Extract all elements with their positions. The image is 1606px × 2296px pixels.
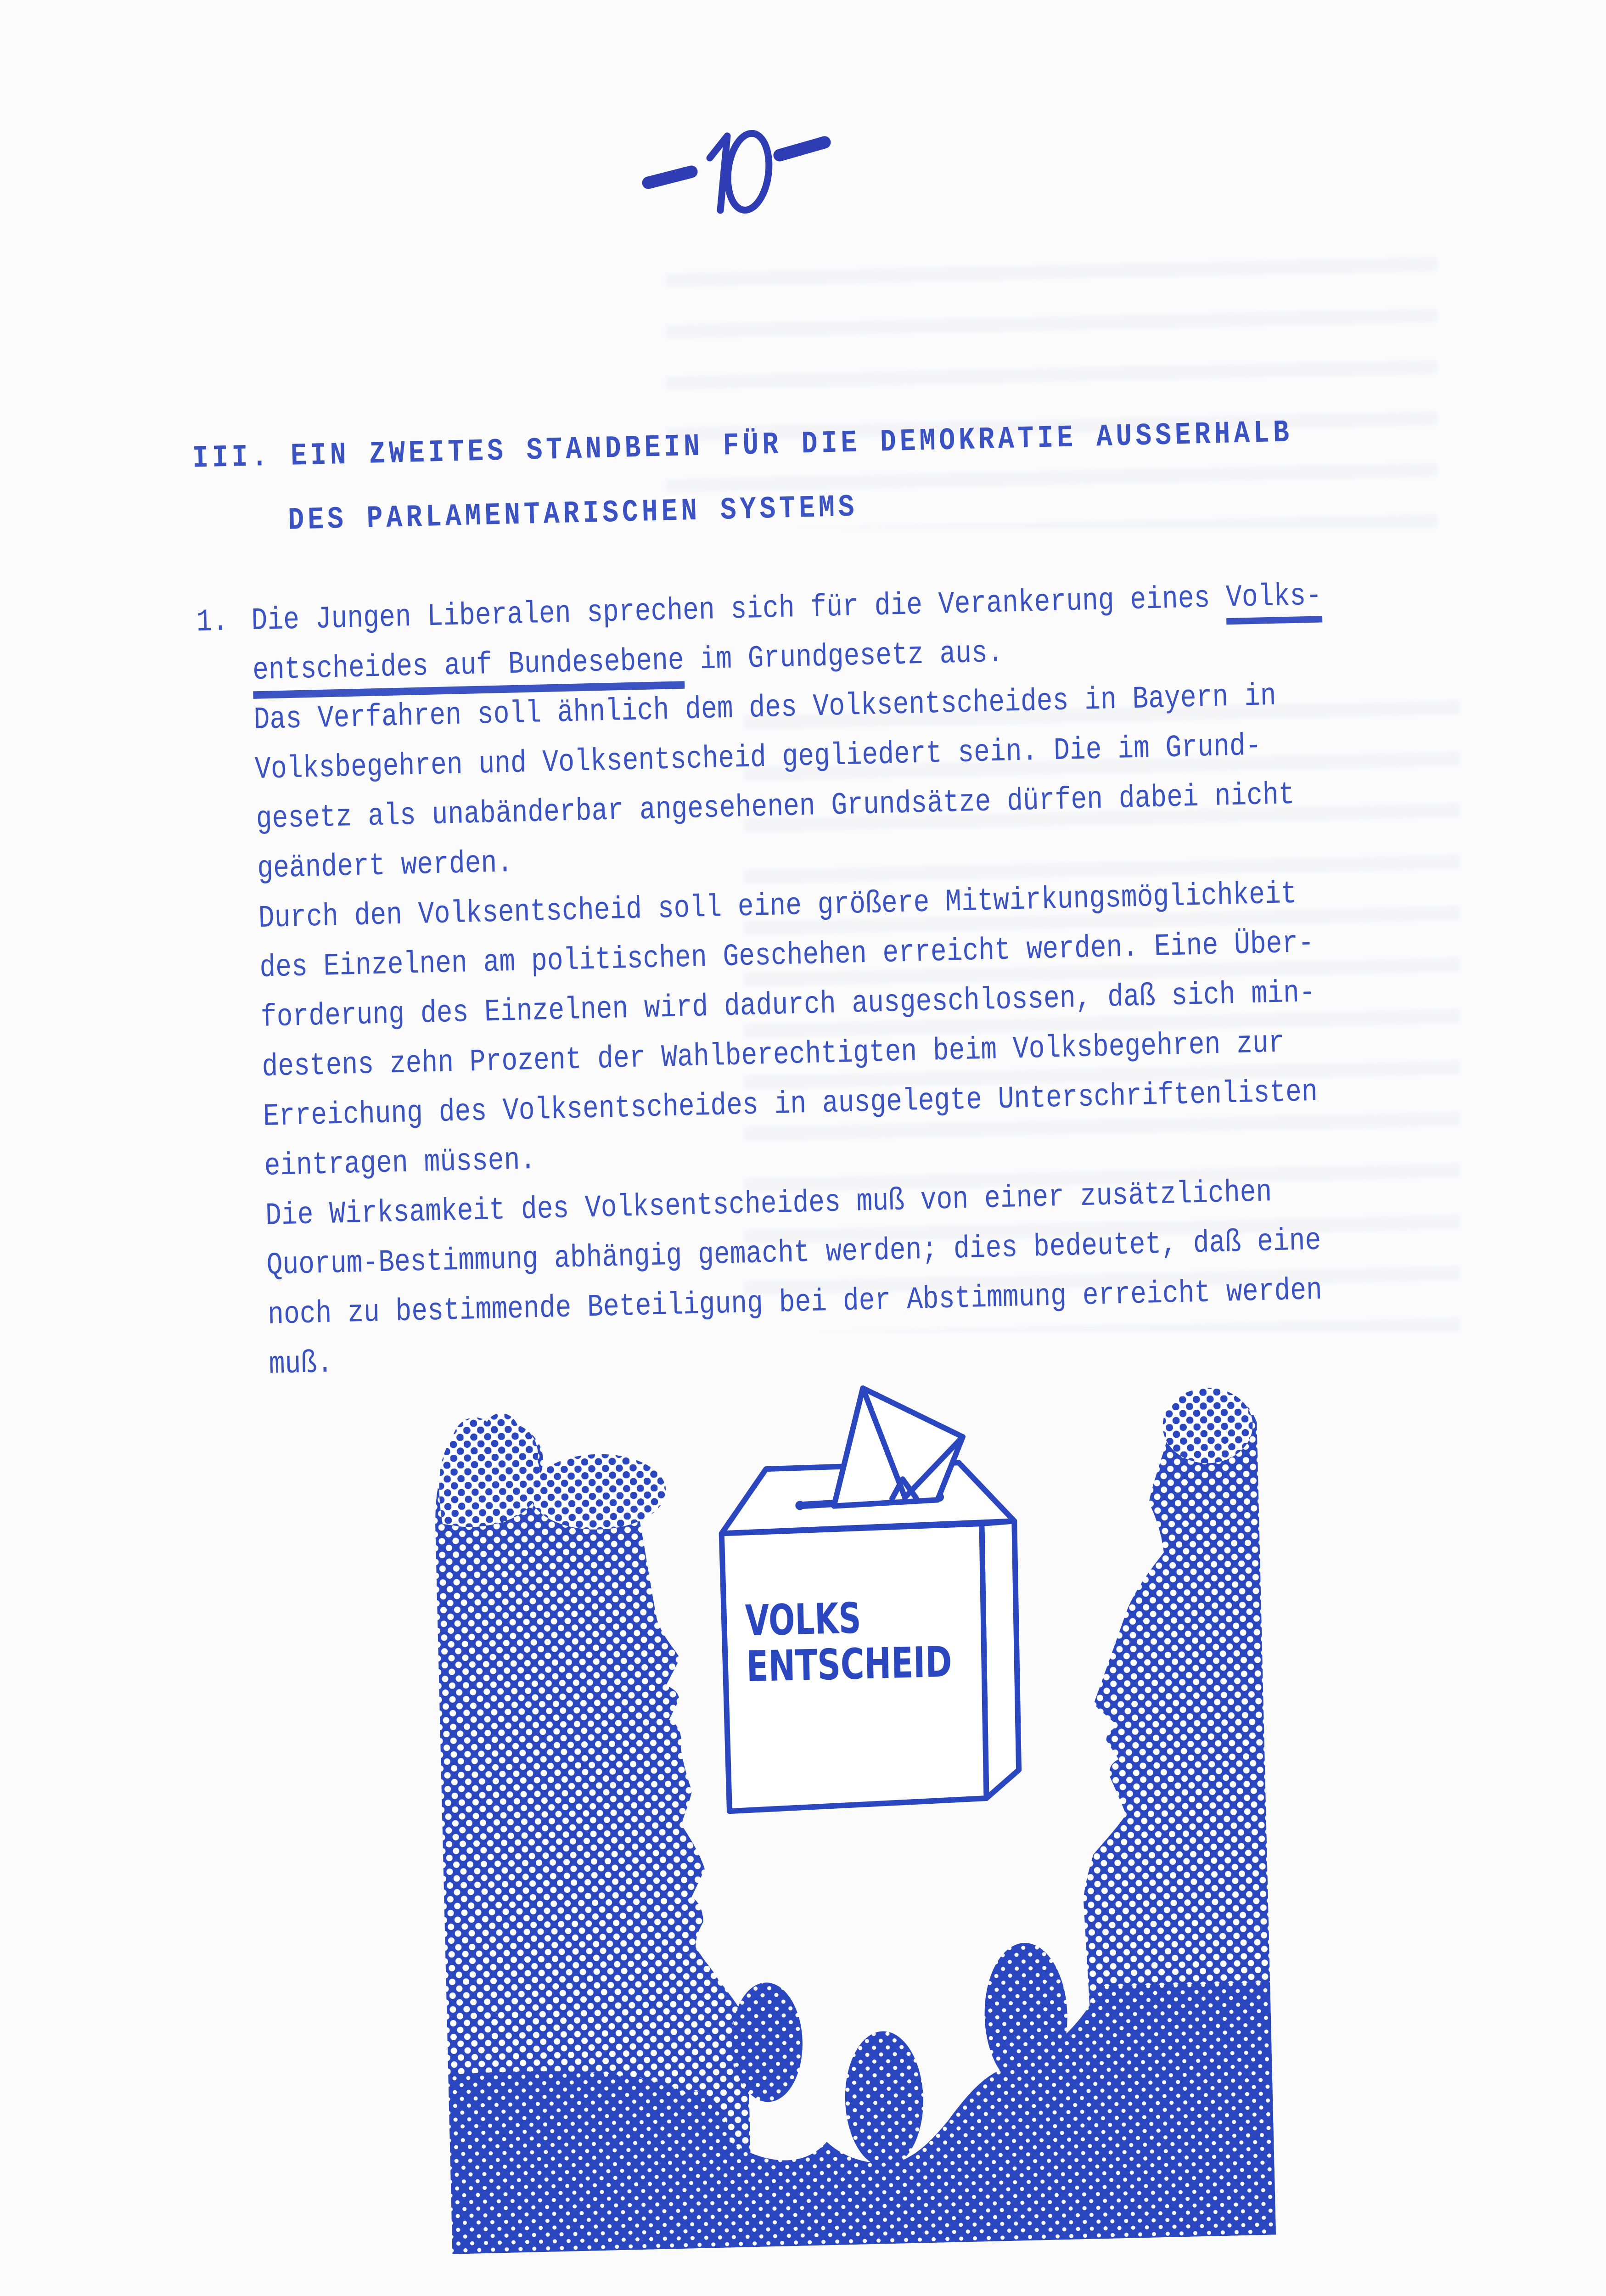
text-line: Quorum-Bestimmung abhängig gemacht werden; dies bedeutet, daß eine <box>266 1223 1322 1284</box>
section-heading-line-2: DES PARLAMENTARISCHEN SYSTEMS <box>287 490 859 539</box>
text-line: Durch den Volksentscheid soll eine größere Mitwirkungsmöglichkeit <box>258 877 1297 937</box>
text-segment: Die Jungen Liberalen sprechen sich für die Verankerung eines <box>251 580 1227 639</box>
text-line: des Einzelnen am politischen Geschehen erreicht werden. Eine Über- <box>259 926 1314 986</box>
underlined-text-volks: Volks- <box>1225 579 1322 625</box>
text-line: Die Wirksamkeit des Volksentscheides muß von einer zusätzlichen <box>265 1175 1273 1234</box>
ballot-box-label-line-1: VOLKS <box>744 1593 904 1646</box>
text-line: muß. <box>268 1346 333 1383</box>
list-item-number: 1. <box>196 604 245 641</box>
underlined-text-bundesebene: entscheides auf Bundesebene <box>252 643 685 699</box>
ballot-box-crowd-illustration <box>421 1367 1300 2255</box>
ballot-envelope <box>831 1386 964 1506</box>
text-line: noch zu bestimmende Beteiligung bei der Abstimmung erreicht werden <box>267 1273 1323 1334</box>
ballot-box-label-line-2: ENTSCHEID <box>746 1636 1016 1692</box>
text-line: Erreichung des Volksentscheides in ausgelegte Unterschriftenlisten <box>263 1075 1318 1135</box>
text-line: eintragen müssen. <box>264 1142 537 1185</box>
section-heading-line-1: III. EIN ZWEITES STANDBEIN FÜR DIE DEMOKRATIE AUSSERHALB <box>192 415 1293 477</box>
text-line: gesetz als unabänderbar angesehenen Grundsätze dürfen dabei nicht <box>255 777 1295 838</box>
text-line: destens zehn Prozent der Wahlberechtigten beim Volksbegehren zur <box>261 1026 1285 1086</box>
text-line: Das Verfahren soll ähnlich dem des Volksentscheides in Bayern in <box>253 679 1277 738</box>
text-line: Volksbegehren und Volksentscheid gegliedert sein. Die im Grund- <box>254 729 1262 788</box>
body-paragraph <box>196 567 1340 1387</box>
front-row-head <box>843 2030 925 2168</box>
text-line: forderung des Einzelnen wird dadurch ausgeschlossen, daß sich min- <box>260 975 1316 1036</box>
text-segment: im Grundgesetz aus. <box>683 636 1004 679</box>
ballot-box <box>718 1384 1021 1811</box>
text-line: geändert werden. <box>257 845 514 887</box>
